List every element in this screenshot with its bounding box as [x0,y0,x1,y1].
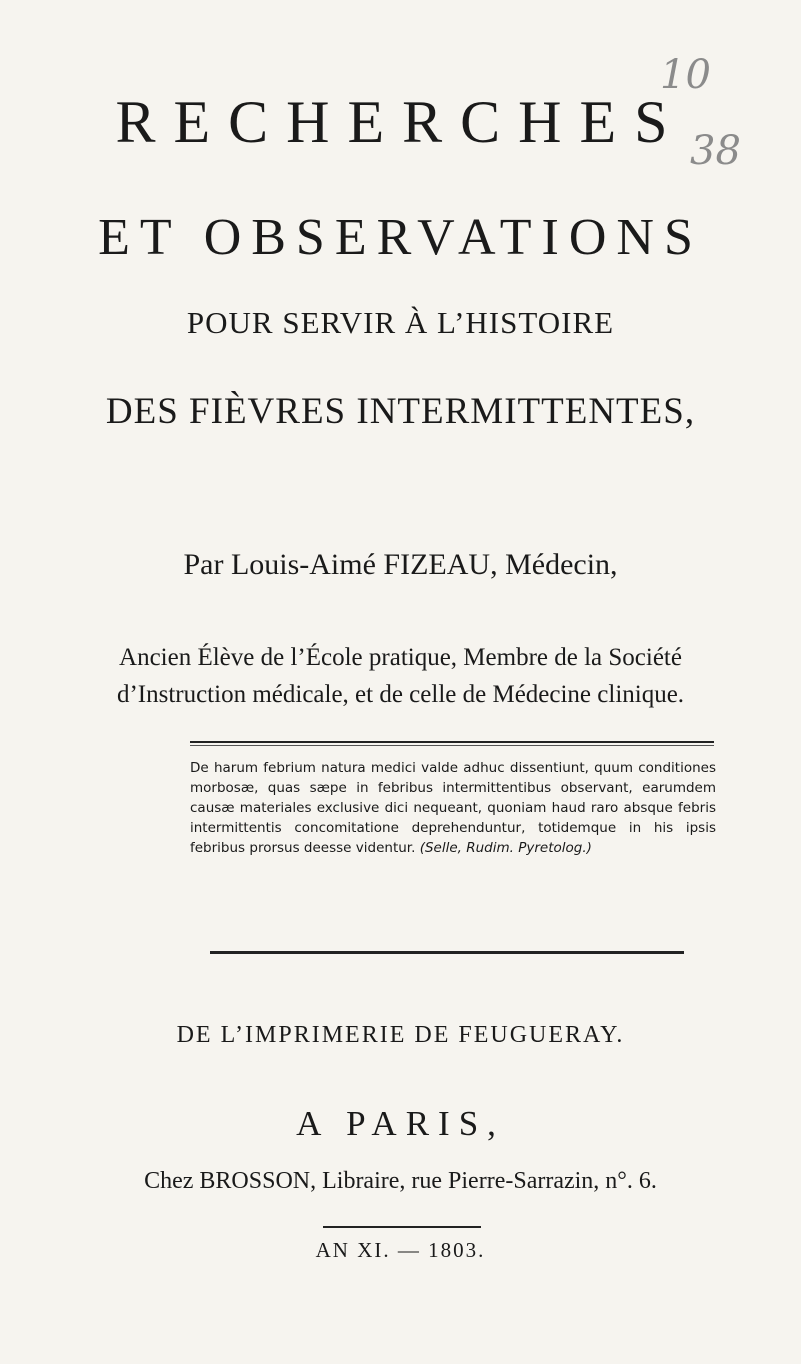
publisher-line: Chez BROSSON, Libraire, rue Pierre-Sarrazin, n°. 6. [144,1168,657,1194]
handwritten-note: 38 [690,128,741,174]
divider [190,745,714,746]
epigraph [190,758,716,858]
title-line-3: POUR SERVIR À L’HISTOIRE [186,305,615,340]
title-line-1: RECHERCHES [115,89,686,155]
date-line: AN XI. — 1803. [315,1238,486,1262]
divider [210,951,684,954]
qualifications-line-2: d’Instruction médicale, et de celle de Médecine clinique. [116,681,685,708]
epigraph-citation: (Selle, Rudim. Pyretolog.) [419,840,592,856]
title-line-4: DES FIÈVRES INTERMITTENTES, [105,391,696,432]
author-line: Par Louis-Aimé FIZEAU, Médecin, [183,548,618,581]
city-line: A PARIS, [296,1104,505,1143]
divider [190,741,714,743]
epigraph-text: De harum febrium natura medici valde adhuc dissentiunt, quum conditiones morbosæ, quas sæpe in febribus intermittentibus observant, earumdem causæ materiales exclusive dici nequeant, quoniam haud raro absque febris intermittentis concomitatione deprehenduntur, totidemque in his ipsis febribus prorsus deesse videntur. [190,760,716,856]
printer-line: DE L’IMPRIMERIE DE FEUGUERAY. [176,1022,625,1048]
qualifications-line-1: Ancien Élève de l’École pratique, Membre de la Société [119,644,682,671]
handwritten-note: 10 [660,52,711,98]
title-line-2: ET OBSERVATIONS [98,209,703,266]
divider [323,1226,481,1228]
